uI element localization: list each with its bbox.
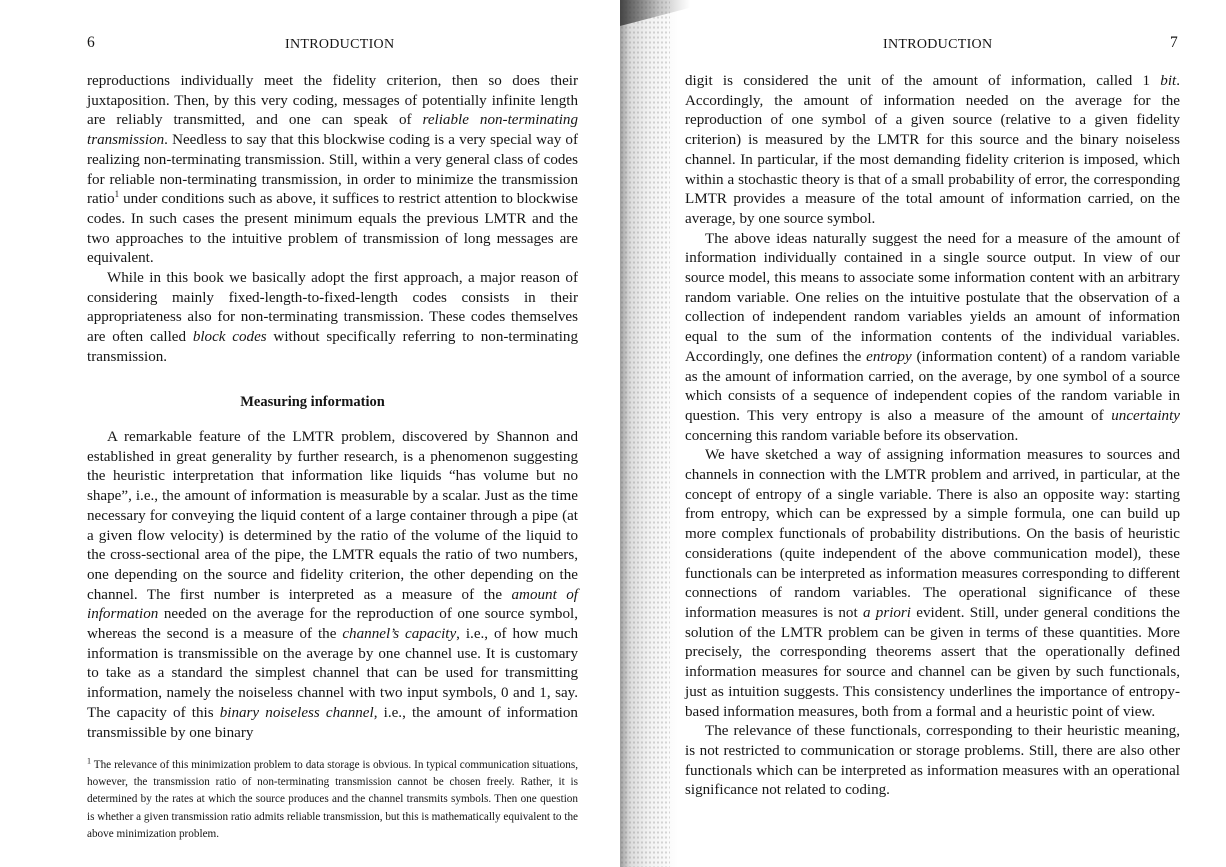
footnote-reference: 1 bbox=[114, 189, 120, 200]
left-body-bottom bbox=[87, 428, 578, 743]
footnote: $^1$ The relevance of this minimization problem to data storage is obvious. In typical communication situations, however, the transmission ratio of non-terminating transmission cannot be chosen freely. Rather, it is determined by the rates at which the source produces and the channel transmits symbols. Then one question is whether a given transmission ratio admits reliable transmission, but this is mathematically equivalent to the above minimization problem. bbox=[87, 756, 578, 840]
right-running-head: INTRODUCTION bbox=[883, 37, 993, 52]
left-body-top bbox=[87, 72, 578, 368]
right-page-number: 7 bbox=[1170, 34, 1178, 51]
right-paragraph-3: We have sketched a way of assigning information measures to sources and channels in connection with the LMTR problem and arrived, in particular, at the concept of entropy of a single variable. There is also an opposite way: starting from entropy, which can be expressed by a simple formula, one can build up more complex functionals of probability distributions. On the basis of heuristic considerations (quite independent of the above communication model), these functionals can be interpreted as information measures corresponding to different connections of random variables. The operational significance of these information measures is not a priori evident. Still, under general conditions the solution of the LMTR problem can be given in terms of these quantities. More precisely, the corresponding theorems assert that the operationally defined information measures for source and channel can be given by such functionals, just as intuition suggests. This consistency underlines the importance of entropy-based information measures, both from a formal and a heuristic point of view. bbox=[685, 447, 1180, 720]
right-paragraph-4: The relevance of these functionals, corresponding to their heuristic meaning, is not restricted to communication or storage problems. Still, there are also other functionals which can be interpreted as information measures with an operational significance not related to coding. bbox=[685, 723, 1180, 799]
right-paragraph-1: digit is considered the unit of the amount of information, called 1 bit. Accordingly, the amount of information needed on the average for the reproduction of one symbol of a given source (relative to a given fidelity criterion) is measured by the LMTR for this source and the binary noiseless channel. In particular, if the most demanding fidelity criterion is imposed, which within a stochastic theory is that of a small probability of error, the corresponding LMTR provides a measure of the total amount of information carried, on the average, by one source symbol. bbox=[685, 73, 1180, 227]
section-heading: Measuring information bbox=[240, 394, 385, 410]
left-page-number: 6 bbox=[87, 34, 95, 51]
right-page bbox=[620, 0, 1226, 867]
left-paragraph-3: A remarkable feature of the LMTR problem, discovered by Shannon and established in great generality by further research, is a phenomenon suggesting the heuristic interpretation that information like liquids “has volume but no shape”, i.e., the amount of information is measurable by a scalar. Just as the time necessary for conveying the liquid content of a large container through a pipe (at a given flow velocity) is determined by the ratio of the volume of the liquid to the cross-sectional area of the pipe, the LMTR equals the ratio of two numbers, one depending on the source and fidelity criterion, the other depending on the channel. The first number is interpreted as a measure of the amount of information needed on the average for the reproduction of one source symbol, whereas the second is a measure of the channel’s capacity, i.e., of how much information is transmissible on the average by one channel use. It is customary to take as a standard the simplest channel that can be used for transmitting information, namely the noiseless channel with two input symbols, 0 and 1, say. The capacity of this binary noiseless channel, i.e., the amount of information transmissible by one binary bbox=[87, 429, 578, 741]
right-body bbox=[685, 72, 1180, 801]
left-running-head: INTRODUCTION bbox=[285, 37, 395, 52]
footnote-mark: 1 bbox=[87, 756, 91, 766]
right-paragraph-2: The above ideas naturally suggest the need for a measure of the amount of information individually contained in a single source output. In view of our source model, this means to associate some information content with an arbitrary random variable. One relies on the intuitive postulate that the observation of a collection of independent random variables yields an amount of information equal to the sum of the information contents of the individual variables. Accordingly, one defines the entropy (information content) of a random variable as the amount of information carried, on the average, by one symbol of a source which consists of a sequence of independent copies of the random variable in question. This very entropy is also a measure of the amount of uncertainty concerning this random variable before its observation. bbox=[685, 230, 1180, 444]
left-paragraph-2: While in this book we basically adopt the first approach, a major reason of considering mainly fixed-length-to-fixed-length codes consists in their appropriateness also for non-terminating transmission. These codes themselves are often called block codes without specifically referring to non-terminating transmission. bbox=[87, 270, 579, 365]
left-paragraph-1: reproductions individually meet the fidelity criterion, then so does their juxtaposition. Then, by this very coding, messages of potentially infinite length are reliably transmitted, and one can speak of reliable non-terminating transmission. Needless to say that this blockwise coding is a very special way of realizing non-terminating transmission. Still, within a very general class of codes for reliable non-terminating transmission, in order to minimize the transmission ratio$^1$ under conditions such as above, it suffices to restrict attention to blockwise codes. In such cases the present minimum equals the previous LMTR and the two approaches to the intuitive problem of transmission of long messages are equivalent. bbox=[87, 73, 578, 267]
